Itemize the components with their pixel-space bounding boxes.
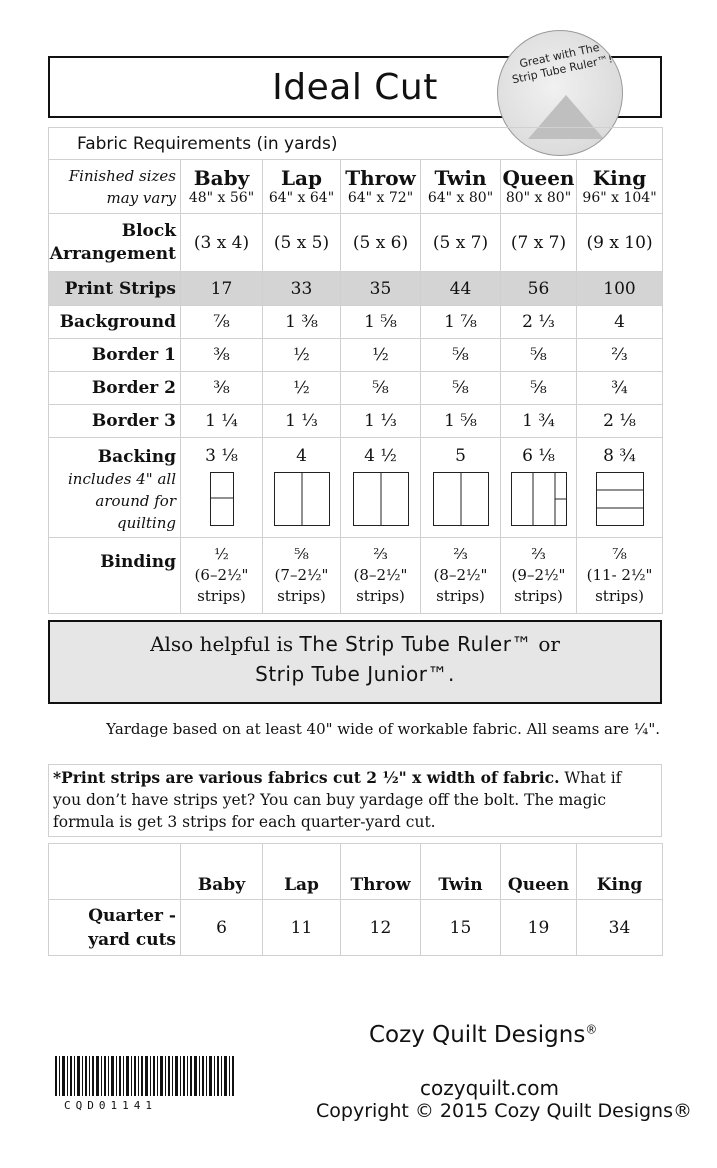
border3-cell: 1 ¾ <box>501 405 577 438</box>
border1-cell: ⅔ <box>577 339 663 372</box>
border3-cell: 1 ⅝ <box>421 405 501 438</box>
yardage-note: Yardage based on at least 40" wide of workable fabric. All seams are ¼". <box>106 720 660 738</box>
border2-cell: ½ <box>263 372 341 405</box>
background-cell: ⅞ <box>181 306 263 339</box>
quarter-value-cell: 15 <box>421 900 501 956</box>
print-strips-note-rest: What if you don’t have strips yet? You can buy yardage off the bolt. The magic formula is get 3 strips for each quarter-yard cut. <box>53 769 622 831</box>
sizes-row <box>49 160 663 214</box>
quarter-values-row <box>49 900 663 956</box>
backing-value: 3 ⅛ <box>205 446 238 466</box>
border3-cell: 1 ⅓ <box>341 405 421 438</box>
quarter-header-cell: Twin <box>421 844 501 900</box>
border3-cell: 1 ¼ <box>181 405 263 438</box>
also-helpful-prefix: Also helpful is <box>150 632 294 656</box>
size-cell <box>263 160 341 214</box>
binding-cell <box>263 538 341 614</box>
company-name-text: Cozy Quilt Designs <box>369 1022 586 1048</box>
binding-line: ⅔ <box>531 545 546 563</box>
background-cell: 4 <box>577 306 663 339</box>
size-name: Throw <box>345 165 416 190</box>
block-cell: (5 x 7) <box>421 214 501 272</box>
background-cell: 1 ⅜ <box>263 306 341 339</box>
size-dim: 48" x 56" <box>188 189 255 206</box>
print-strips-cell: 17 <box>181 272 263 306</box>
also-helpful-or: or <box>538 632 560 656</box>
backing-note-line: includes 4" all <box>67 470 176 488</box>
backing-cell <box>421 438 501 538</box>
print-strips-cell: 44 <box>421 272 501 306</box>
print-strips-cell: 56 <box>501 272 577 306</box>
binding-line: (11- 2½" <box>586 566 653 584</box>
print-strips-row <box>49 272 663 306</box>
backing-diagram-icon <box>433 472 489 526</box>
size-cell <box>501 160 577 214</box>
quarter-value-cell: 34 <box>577 900 663 956</box>
binding-line: ⅝ <box>294 545 309 563</box>
quarter-value-cell: 6 <box>181 900 263 956</box>
print-strips-cell: 33 <box>263 272 341 306</box>
label-line: yard cuts <box>88 929 176 950</box>
backing-value: 4 <box>296 446 307 466</box>
border1-label: Border 1 <box>49 339 181 372</box>
binding-line: (8–2½" <box>433 566 488 584</box>
quarter-value-cell: 19 <box>501 900 577 956</box>
backing-value: 4 ½ <box>364 446 397 466</box>
sizes-label <box>49 160 181 214</box>
block-cell: (3 x 4) <box>181 214 263 272</box>
border2-label: Border 2 <box>49 372 181 405</box>
background-cell: 1 ⅞ <box>421 306 501 339</box>
backing-diagram-icon <box>511 472 567 526</box>
backing-value: 6 ⅛ <box>522 446 555 466</box>
block-arrangement-label <box>49 214 181 272</box>
border2-cell: ⅜ <box>181 372 263 405</box>
size-dim: 80" x 80" <box>505 189 572 206</box>
border1-row <box>49 339 663 372</box>
binding-cell <box>501 538 577 614</box>
border2-cell: ⅝ <box>501 372 577 405</box>
binding-line: strips) <box>595 587 644 605</box>
size-name: Twin <box>434 165 487 190</box>
border3-cell: 1 ⅓ <box>263 405 341 438</box>
block-cell: (5 x 5) <box>263 214 341 272</box>
binding-line: (9–2½" <box>511 566 566 584</box>
size-name: Lap <box>280 165 322 190</box>
quarter-header-cell: King <box>577 844 663 900</box>
label-line: Arrangement <box>49 243 176 264</box>
backing-diagram-icon <box>596 472 644 526</box>
block-arrangement-row <box>49 214 663 272</box>
backing-label-text: Backing <box>97 447 176 467</box>
print-strips-cell: 100 <box>577 272 663 306</box>
size-name: Baby <box>193 165 250 190</box>
print-strips-note-bold: *Print strips are various fabrics cut 2 ½" x width of fabric. <box>53 768 560 787</box>
binding-cell <box>181 538 263 614</box>
fabric-requirements-table <box>48 127 663 614</box>
backing-cell <box>181 438 263 538</box>
backing-value: 5 <box>455 446 466 466</box>
binding-cell <box>341 538 421 614</box>
border3-row <box>49 405 663 438</box>
border3-label: Border 3 <box>49 405 181 438</box>
quarter-value-cell: 11 <box>263 900 341 956</box>
border2-cell: ¾ <box>577 372 663 405</box>
border1-cell: ½ <box>263 339 341 372</box>
backing-diagram-icon <box>210 472 234 526</box>
block-cell: (5 x 6) <box>341 214 421 272</box>
size-name: Queen <box>502 165 575 190</box>
backing-diagram-icon <box>274 472 330 526</box>
block-cell: (9 x 10) <box>577 214 663 272</box>
border2-cell: ⅝ <box>421 372 501 405</box>
quarter-header-row <box>49 844 663 900</box>
backing-row <box>49 438 663 538</box>
backing-label <box>49 438 181 538</box>
fabric-header: Fabric Requirements (in yards) <box>49 128 663 160</box>
block-cell: (7 x 7) <box>501 214 577 272</box>
border1-cell: ½ <box>341 339 421 372</box>
quarter-yard-label <box>49 900 181 956</box>
binding-line: ½ <box>214 545 229 563</box>
backing-cell <box>501 438 577 538</box>
binding-line: strips) <box>436 587 485 605</box>
print-strips-note <box>48 764 662 837</box>
page-title: Ideal Cut <box>272 66 438 108</box>
size-cell <box>577 160 663 214</box>
strip-tube-ruler-brand: The Strip Tube Ruler™ <box>299 632 532 656</box>
company-name <box>369 1022 597 1048</box>
binding-row <box>49 538 663 614</box>
background-cell: 1 ⅝ <box>341 306 421 339</box>
backing-note-line: around for <box>95 492 176 510</box>
binding-line: strips) <box>514 587 563 605</box>
binding-line: strips) <box>277 587 326 605</box>
backing-value: 8 ¾ <box>603 446 636 466</box>
registered-mark: ® <box>585 1022 598 1037</box>
binding-line: (6–2½" <box>194 566 249 584</box>
also-helpful-line2 <box>50 662 660 686</box>
background-row <box>49 306 663 339</box>
size-name: King <box>592 165 647 190</box>
size-dim: 64" x 80" <box>427 189 494 206</box>
sizes-label-line: may vary <box>106 188 176 207</box>
size-cell <box>181 160 263 214</box>
binding-line: ⅔ <box>453 545 468 563</box>
size-dim: 64" x 72" <box>347 189 414 206</box>
binding-line: (7–2½" <box>274 566 329 584</box>
strip-tube-junior-brand: Strip Tube Junior™. <box>255 662 455 686</box>
print-strips-cell: 35 <box>341 272 421 306</box>
binding-cell <box>421 538 501 614</box>
sizes-label-line: Finished sizes <box>68 166 176 185</box>
binding-line: strips) <box>197 587 246 605</box>
backing-note-line: quilting <box>117 514 176 532</box>
binding-cell <box>577 538 663 614</box>
binding-line: ⅔ <box>373 545 388 563</box>
background-label: Background <box>49 306 181 339</box>
quarter-header-cell: Baby <box>181 844 263 900</box>
quarter-header-cell: Queen <box>501 844 577 900</box>
backing-cell <box>577 438 663 538</box>
quarter-yard-table <box>48 843 663 956</box>
website-link[interactable]: cozyquilt.com <box>420 1076 559 1100</box>
label-line: Quarter - <box>88 905 176 926</box>
quarter-header-cell: Throw <box>341 844 421 900</box>
quarter-value-cell: 12 <box>341 900 421 956</box>
also-helpful-box <box>48 620 662 704</box>
border2-cell: ⅝ <box>341 372 421 405</box>
badge-text: Great with The Strip Tube Ruler™! <box>510 40 614 87</box>
fabric-header-row <box>49 128 663 160</box>
quarter-header-cell: Lap <box>263 844 341 900</box>
border2-row <box>49 372 663 405</box>
print-strips-label: Print Strips <box>49 272 181 306</box>
backing-cell <box>341 438 421 538</box>
binding-line: strips) <box>356 587 405 605</box>
label-line: Block <box>121 220 176 241</box>
backing-cell <box>263 438 341 538</box>
border3-cell: 2 ⅛ <box>577 405 663 438</box>
binding-label: Binding <box>49 538 181 614</box>
size-cell <box>341 160 421 214</box>
binding-line: (8–2½" <box>353 566 408 584</box>
background-cell: 2 ⅓ <box>501 306 577 339</box>
also-helpful-line1 <box>50 632 660 656</box>
size-dim: 64" x 64" <box>268 189 335 206</box>
size-dim: 96" x 104" <box>582 189 657 206</box>
border1-cell: ⅜ <box>181 339 263 372</box>
binding-line: ⅞ <box>612 545 627 563</box>
quarter-header-empty <box>49 844 181 900</box>
copyright-text: Copyright © 2015 Cozy Quilt Designs® <box>316 1100 693 1122</box>
backing-diagram-icon <box>353 472 409 526</box>
size-cell <box>421 160 501 214</box>
barcode-number: CQD01141 <box>64 1099 157 1112</box>
border1-cell: ⅝ <box>501 339 577 372</box>
border1-cell: ⅝ <box>421 339 501 372</box>
barcode-icon <box>55 1056 235 1096</box>
